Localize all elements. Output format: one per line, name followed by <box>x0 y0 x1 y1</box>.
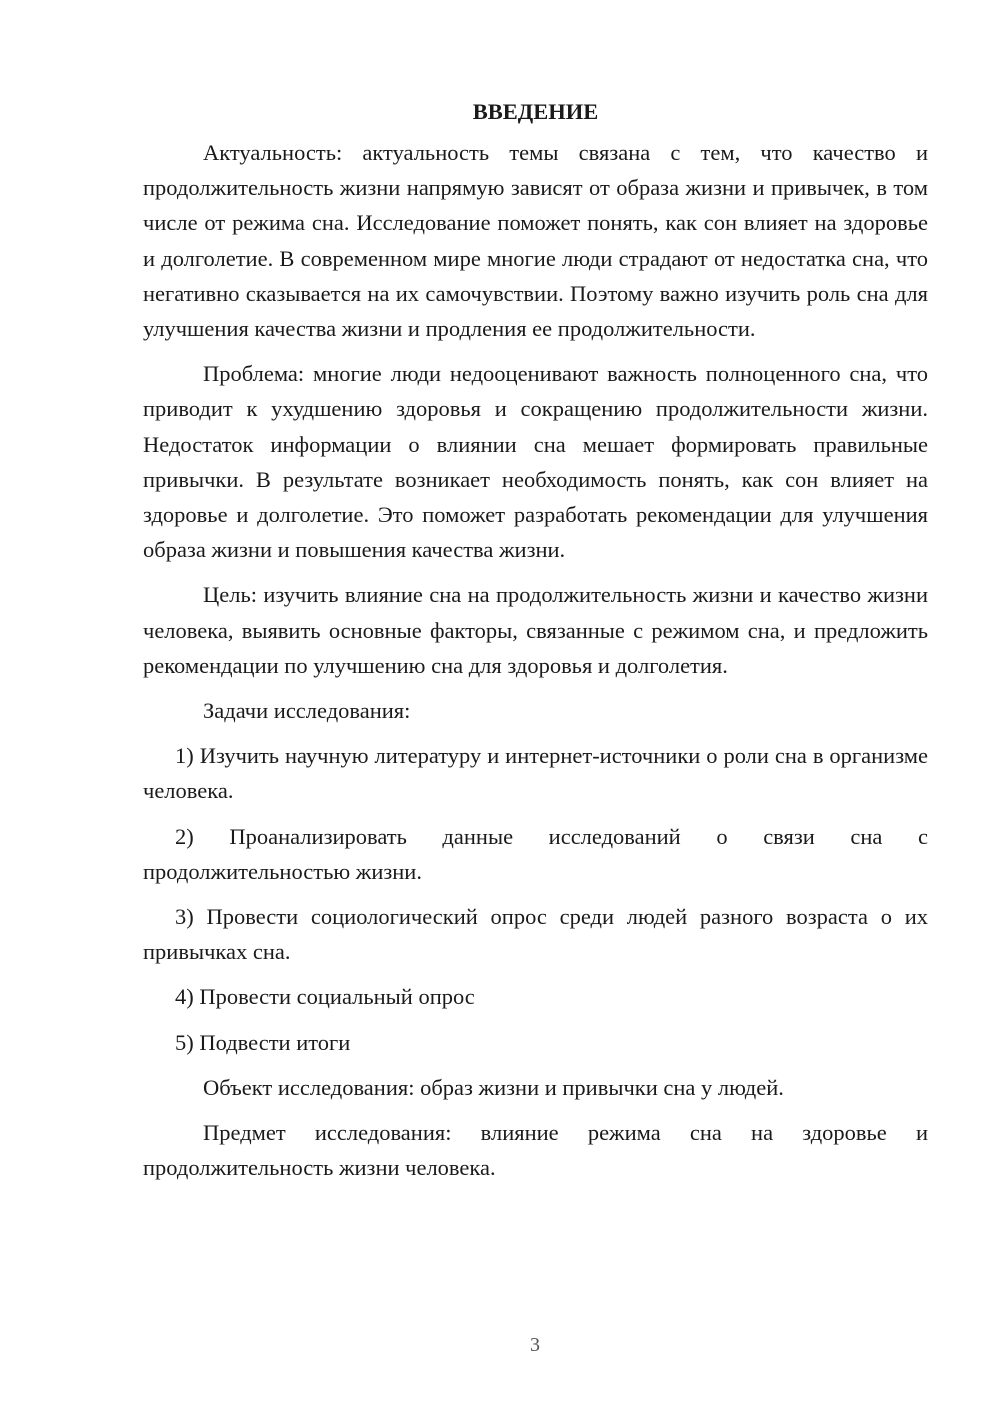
task-item-3: 3) Провести социологический опрос среди людей разного возраста о их привычках сна. <box>143 904 928 965</box>
task-item-5: 5) Подвести итоги <box>175 1029 351 1055</box>
document-page <box>143 94 928 1195</box>
object-paragraph: Объект исследования: образ жизни и привычки сна у людей. <box>203 1074 784 1100</box>
problem-paragraph: Проблема: многие люди недооценивают важность полноценного сна, что приводит к ухудшению здоровья и сокращению продолжительности жизни. Недостаток информации о влиянии сна мешает формировать правильные привычки. В результате возникает необходимость понять, как сон влияет на здоровье и долголетие. Это поможет разработать рекомендации для улучшения образа жизни и повышения качества жизни. <box>143 361 928 563</box>
relevance-paragraph: Актуальность: актуальность темы связана с тем, что качество и продолжительность жизни напрямую зависят от образа жизни и привычек, в том числе от режима сна. Исследование поможет понять, как сон влияет на здоровье и долголетие. В современном мире многие люди страдают от недостатка сна, что негативно сказывается на их самочувствии. Поэтому важно изучить роль сна для улучшения качества жизни и продления ее продолжительности. <box>143 140 928 342</box>
task-item-2: 2) Проанализировать данные исследований о связи сна с продолжительностью жизни. <box>143 823 928 884</box>
task-item-4: 4) Провести социальный опрос <box>175 984 475 1010</box>
tasks-heading: Задачи исследования: <box>203 698 411 724</box>
goal-paragraph: Цель: изучить влияние сна на продолжительность жизни и качество жизни человека, выявить основные факторы, связанные с режимом сна, и предложить рекомендации по улучшению сна для здоровья и долголетия. <box>143 582 928 678</box>
section-title: ВВЕДЕНИЕ <box>472 99 599 124</box>
subject-paragraph: Предмет исследования: влияние режима сна на здоровье и продолжительность жизни человека. <box>143 1120 928 1181</box>
page-number: 3 <box>530 1334 540 1356</box>
task-item-1: 1) Изучить научную литературу и интернет-источники о роли сна в организме человека. <box>143 743 928 804</box>
